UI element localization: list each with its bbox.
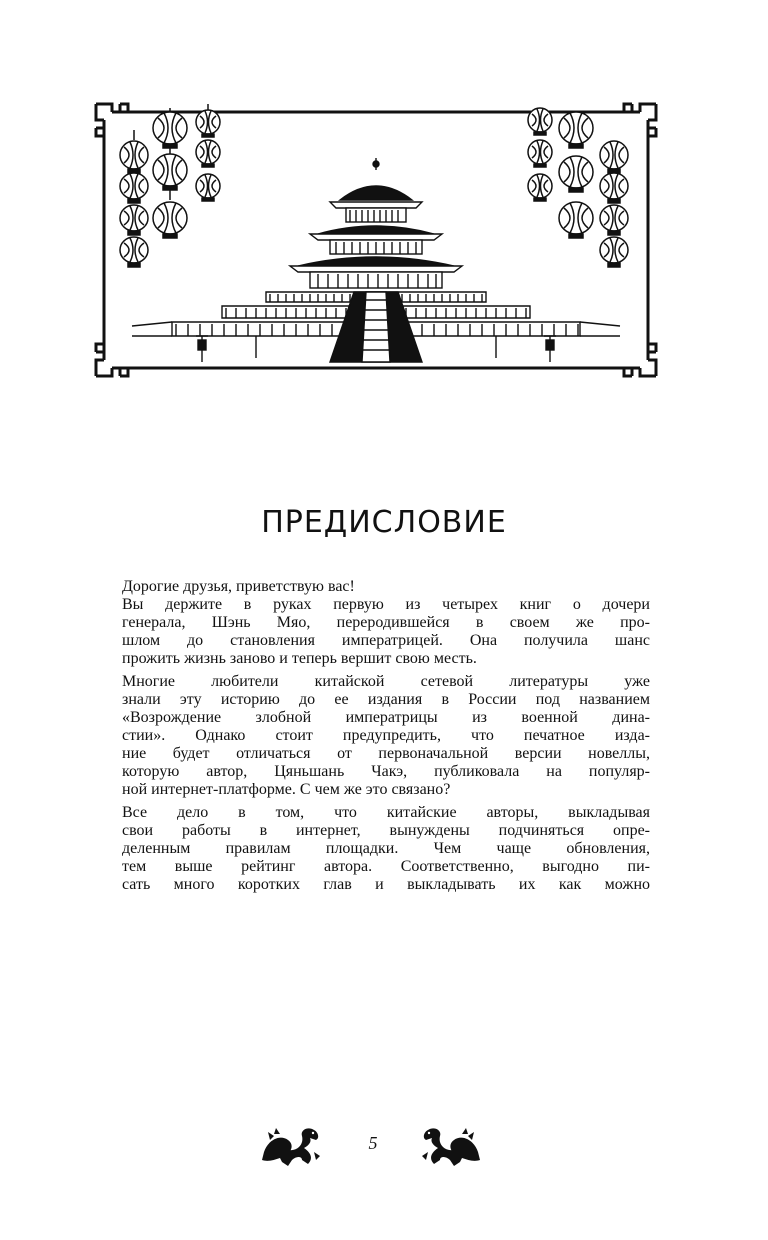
text-line: стии». Однако стоит предупредить, что печатное изда- xyxy=(122,727,650,744)
lantern-icon xyxy=(120,104,220,267)
body-text xyxy=(122,578,650,894)
text-line: Все дело в том, что китайские авторы, выкладывая xyxy=(122,804,650,821)
text-line: Вы держите в руках первую из четырех книг о дочери xyxy=(122,596,650,613)
lantern-icon xyxy=(528,108,628,267)
header-illustration xyxy=(92,100,660,380)
text-line: ние будет отличаться от первоначальной версии новеллы, xyxy=(122,745,650,762)
text-line: генерала, Шэнь Мяо, переродившейся в своем же про- xyxy=(122,614,650,631)
text-line: сать много коротких глав и выкладывать их как можно xyxy=(122,876,650,893)
text-line: Дорогие друзья, приветствую вас! xyxy=(122,578,355,595)
text-line: прожить жизнь заново и теперь вершит свою месть. xyxy=(122,650,477,667)
dragon-icon xyxy=(418,1122,484,1168)
text-line: знали эту историю до ее издания в России под названием xyxy=(122,691,650,708)
page-number: 5 xyxy=(368,1133,378,1153)
text-line: ной интернет-платформе. С чем же это связано? xyxy=(122,781,451,798)
text-line: свои работы в интернет, вынуждены подчиняться опре- xyxy=(122,822,650,839)
dragon-icon xyxy=(258,1122,324,1168)
text-line: шлом до становления императрицей. Она получила шанс xyxy=(122,632,650,649)
text-line: которую автор, Цяньшань Чакэ, публиковала на популяр- xyxy=(122,763,650,780)
text-line: Многие любители китайской сетевой литературы уже xyxy=(122,673,650,690)
text-line: деленным правилам площадки. Чем чаще обновления, xyxy=(122,840,650,857)
temple-of-heaven-illustration xyxy=(92,100,660,380)
text-line: тем выше рейтинг автора. Соответственно, выгодно пи- xyxy=(122,858,650,875)
chapter-title: ПРЕДИСЛОВИЕ xyxy=(261,505,507,540)
text-line: «Возрождение злобной императрицы из военной дина- xyxy=(122,709,650,726)
